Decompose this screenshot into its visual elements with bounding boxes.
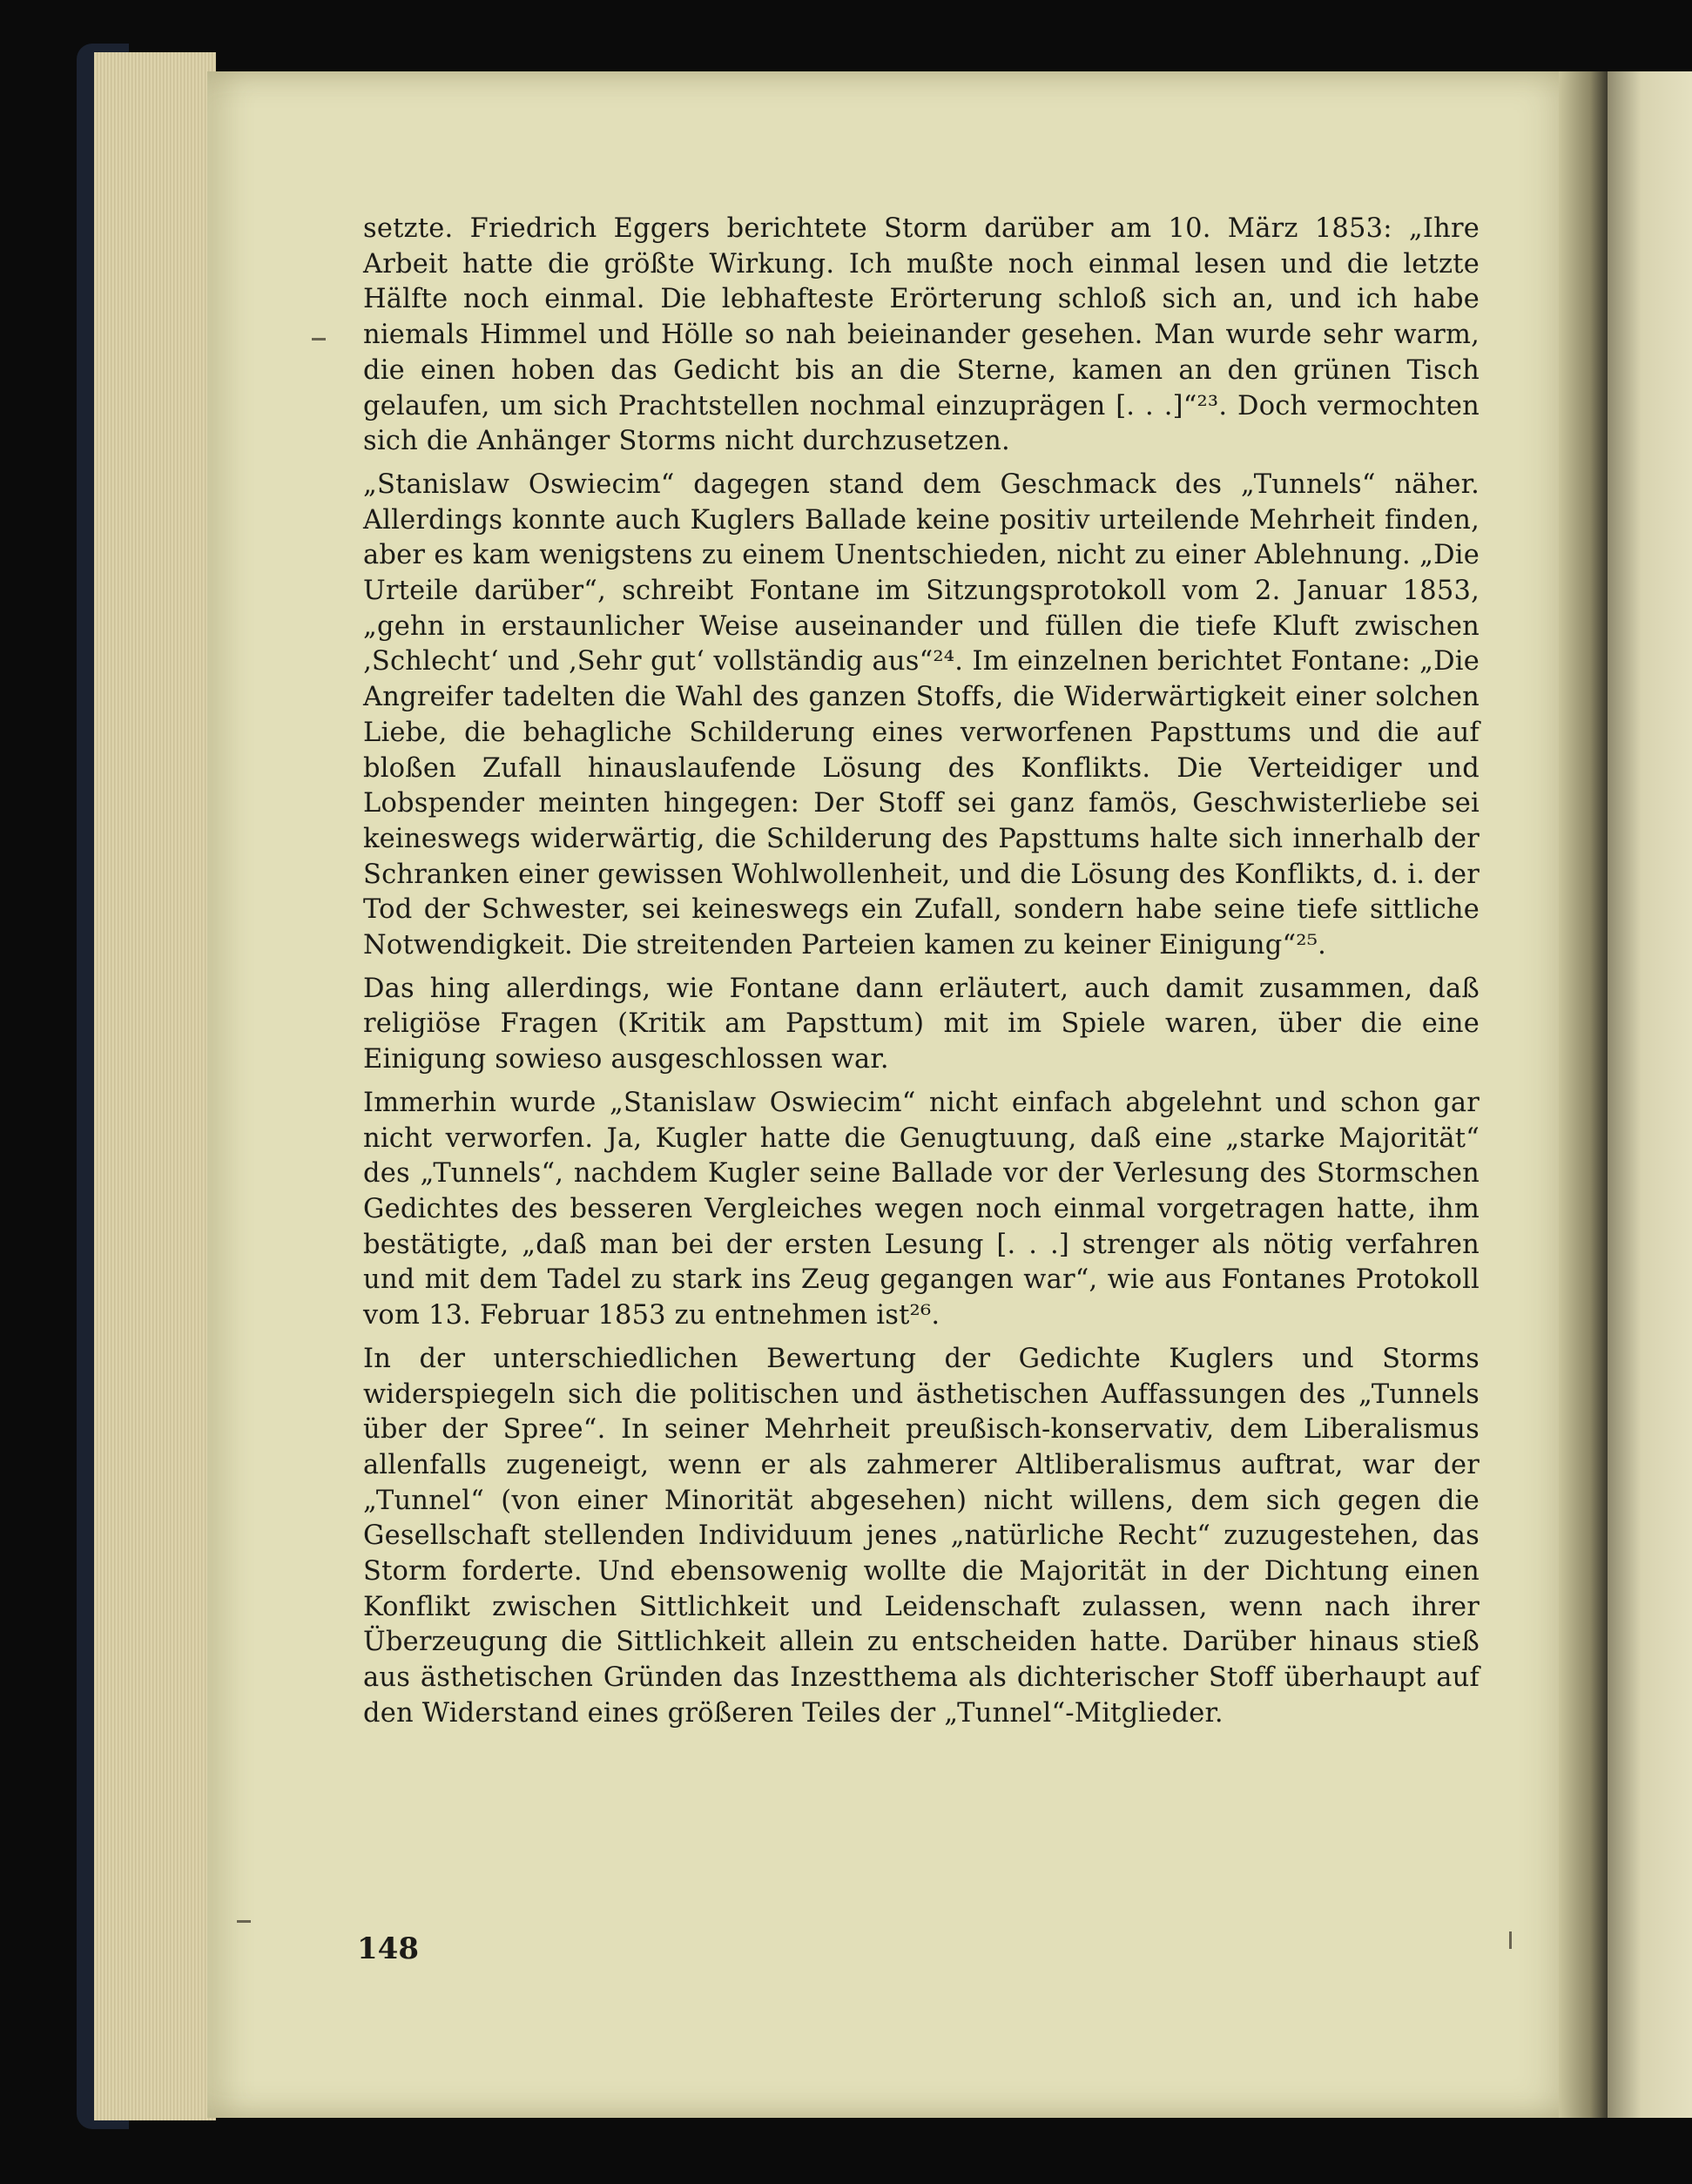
page-stack-edges	[94, 52, 216, 2120]
margin-mark	[312, 338, 326, 340]
paragraph-2: „Stanislaw Oswiecim“ dagegen stand dem Geschmack des „Tunnels“ näher. Allerdings konnte auch Kuglers Ballade keine positiv urteilende Mehrheit finden, aber es kam wenigstens zu einem Unentschieden, nicht zu einer Ablehnung. „Die Urteile darüber“, schreibt Fontane im Sitzungsprotokoll vom 2. Januar 1853, „gehn in erstaunlicher Weise auseinander und füllen die tiefe Kluft zwischen ‚Schlecht‘ und ‚Sehr gut‘ vollständig aus“²⁴. Im einzelnen berichtet Fontane: „Die Angreifer tadelten die Wahl des ganzen Stoffs, die Widerwärtigkeit einer solchen Liebe, die behagliche Schilderung eines verworfenen Papsttums und die auf bloßen Zufall hinauslaufende Lösung des Konflikts. Die Verteidiger und Lobspender meinten hingegen: Der Stoff sei ganz famös, Geschwisterliebe sei keineswegs widerwärtig, die Schilderung des Papsttums halte sich innerhalb der Schranken einer gewissen Wohlwollenheit, und die Lösung des Konflikts, d. i. der Tod der Schwester, sei keineswegs ein Zufall, sondern habe seine tiefe sittliche Notwendigkeit. Die streitenden Parteien kamen zu keiner Einigung“²⁵.	[363, 468, 1480, 961]
margin-mark	[1509, 1931, 1512, 1949]
paragraph-3: Das hing allerdings, wie Fontane dann erläutert, auch damit zusammen, daß religiöse Fragen (Kritik am Papsttum) mit im Spiele waren, über die eine Einigung sowieso ausgeschlossen war.	[363, 973, 1480, 1075]
paragraph-1: setzte. Friedrich Eggers berichtete Storm darüber am 10. März 1853: „Ihre Arbeit hatte die größte Wirkung. Ich mußte noch einmal lesen und die letzte Hälfte noch einmal. Die lebhafteste Erörterung schloß sich an, und ich habe niemals Himmel und Hölle so nah beieinander gesehen. Man wurde sehr warm, die einen hoben das Gedicht bis an die Sterne, kamen an den grünen Tisch gelaufen, um sich Prachtstellen nochmal einzuprägen [. . .]“²³. Doch vermochten sich die Anhänger Storms nicht durchzusetzen.	[363, 213, 1480, 457]
body-text	[363, 212, 1480, 1740]
paragraph-5: In der unterschiedlichen Bewertung der Gedichte Kuglers und Storms widerspiegeln sich die politischen und ästhetischen Auffassungen des „Tunnels über der Spree“. In seiner Mehrheit preußisch-konservativ, dem Liberalismus allenfalls zugeneigt, wenn er als zahmerer Altliberalismus auftrat, war der „Tunnel“ (von einer Minorität abgesehen) nicht willens, dem sich gegen die Gesellschaft stellenden Individuum jenes „natürliche Recht“ zuzugestehen, das Storm forderte. Und ebensowenig wollte die Majorität in der Dichtung einen Konflikt zwischen Sittlichkeit und Leidenschaft zulassen, wenn nach ihrer Überzeugung die Sittlichkeit allein zu entscheiden hatte. Darüber hinaus stieß aus ästhetischen Gründen das Inzestthema als dichterischer Stoff überhaupt auf den Widerstand eines größeren Teiles der „Tunnel“-Mitglieder.	[363, 1343, 1480, 1729]
book-gutter	[1559, 71, 1611, 2118]
page-number: 148	[357, 1931, 419, 1966]
margin-mark	[237, 1920, 251, 1923]
facing-page-edge	[1608, 71, 1692, 2118]
paragraph-4: Immerhin wurde „Stanislaw Oswiecim“ nicht einfach abgelehnt und schon gar nicht verworfen. Ja, Kugler hatte die Genugtuung, daß eine „starke Majorität“ des „Tunnels“, nachdem Kugler seine Ballade vor der Verlesung des Stormschen Gedichtes des besseren Vergleiches wegen noch einmal vorgetragen hatte, ihm bestätigte, „daß man bei der ersten Lesung [. . .] strenger als nötig verfahren und mit dem Tadel zu stark ins Zeug gegangen war“, wie aus Fontanes Protokoll vom 13. Februar 1853 zu entnehmen ist²⁶.	[363, 1087, 1480, 1331]
